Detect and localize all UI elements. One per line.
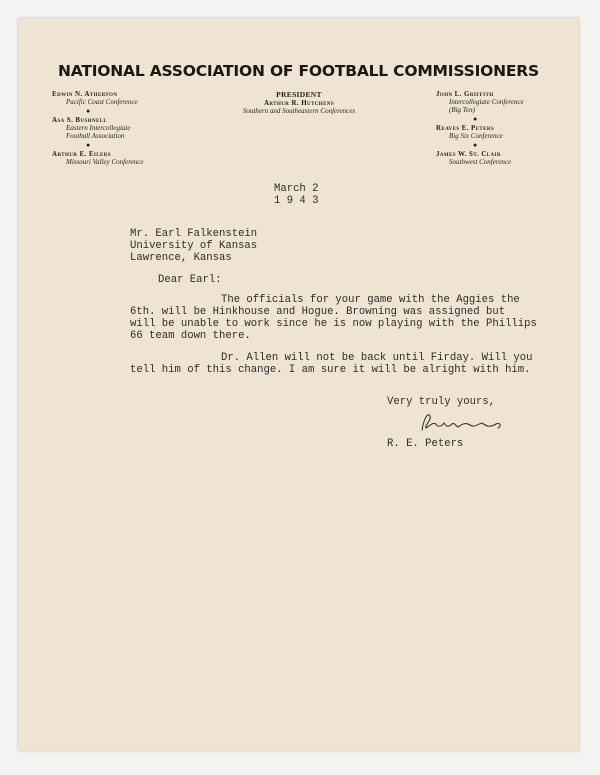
commissioner-entry <box>52 116 212 140</box>
commissioner-entry <box>436 150 576 166</box>
letter-page <box>18 18 579 751</box>
commissioner-entry <box>436 90 576 114</box>
recipient-city: Lawrence, Kansas <box>130 252 232 264</box>
commissioner-conference: Football Association <box>66 132 125 140</box>
president-name: Arthur R. Hutchens <box>263 99 335 107</box>
letterhead-right-column <box>436 90 576 166</box>
body-line: 66 team down there. <box>130 330 251 342</box>
commissioner-name: John L. Griffith <box>436 90 494 98</box>
body-line: tell him of this change. I am sure it will be alright with him. <box>130 364 531 376</box>
commissioner-conference: Eastern Intercollegiate <box>66 124 131 132</box>
commissioner-entry <box>436 124 576 140</box>
letterhead-president <box>214 90 384 115</box>
commissioner-conference: Pacific Coast Conference <box>66 98 138 106</box>
letter-date: March 2 <box>274 183 319 195</box>
salutation: Dear Earl: <box>158 274 222 286</box>
letter-year: 1 9 4 3 <box>274 195 319 207</box>
commissioner-conference: (Big Ten) <box>449 106 475 114</box>
commissioner-conference: Intercollegiate Conference <box>449 98 524 106</box>
body-line: 6th. will be Hinkhouse and Hogue. Browning was assigned but <box>130 306 506 318</box>
commissioner-name: Edwin N. Atherton <box>52 90 118 98</box>
commissioner-entry <box>52 150 212 166</box>
recipient-organization: University of Kansas <box>130 240 258 252</box>
bullet-icon: ● <box>473 115 478 123</box>
commissioner-entry <box>52 90 212 106</box>
letterhead-title: NATIONAL ASSOCIATION OF FOOTBALL COMMISSIONERS <box>58 62 539 80</box>
bullet-icon: ● <box>86 107 91 115</box>
president-conference: Southern and Southeastern Conferences <box>242 107 356 115</box>
commissioner-name: Asa S. Bushnell <box>52 116 108 124</box>
letterhead-left-column <box>52 90 212 166</box>
commissioner-conference: Missouri Valley Conference <box>66 158 144 166</box>
commissioner-name: Arthur E. Eilers <box>52 150 111 158</box>
commissioner-conference: Southwest Conference <box>449 158 512 166</box>
commissioner-name: Reaves E. Peters <box>436 124 495 132</box>
body-line: Dr. Allen will not be back until Firday. Will you <box>221 352 533 364</box>
president-label: PRESIDENT <box>276 90 322 99</box>
closing: Very truly yours, <box>387 396 496 408</box>
body-line: The officials for your game with the Aggies the <box>221 294 520 306</box>
handwritten-signature <box>418 408 508 438</box>
bullet-icon: ● <box>86 141 91 149</box>
bullet-icon: ● <box>473 141 478 149</box>
body-line: will be unable to work since he is now playing with the Phillips <box>130 318 537 330</box>
recipient-name: Mr. Earl Falkenstein <box>130 228 258 240</box>
commissioner-conference: Big Six Conference <box>449 132 503 140</box>
signer-name: R. E. Peters <box>387 438 464 450</box>
commissioner-name: James W. St. Clair <box>436 150 501 158</box>
